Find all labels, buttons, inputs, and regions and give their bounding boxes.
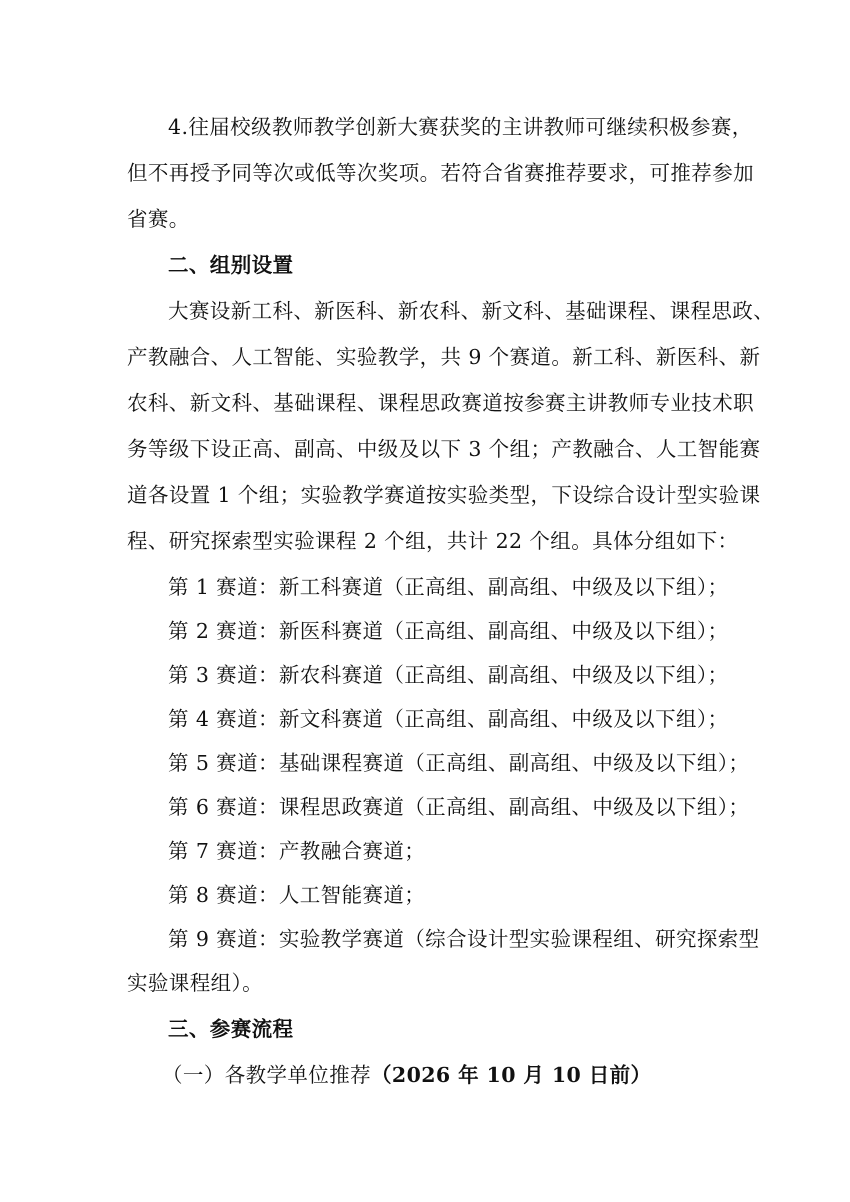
section-heading: 三、参赛流程 — [168, 1017, 294, 1041]
track-item: 第 3 赛道：新农科赛道（正高组、副高组、中级及以下组）； — [168, 663, 729, 687]
paragraph-line: 程、研究探索型实验课程 2 个组，共计 22 个组。具体分组如下： — [127, 529, 739, 553]
track-item: 第 8 赛道：人工智能赛道； — [168, 883, 426, 907]
paragraph-line: 大赛设新工科、新医科、新农科、新文科、基础课程、课程思政、 — [168, 299, 775, 323]
subsection-heading-prefix: （一）各教学单位推荐 — [162, 1063, 371, 1087]
paragraph-line: 产教融合、人工智能、实验教学，共 9 个赛道。新工科、新医科、新 — [127, 345, 761, 369]
paragraph-line: 道各设置 1 个组；实验教学赛道按实验类型，下设综合设计型实验课 — [127, 483, 761, 507]
subsection-heading — [162, 1061, 651, 1089]
paragraph-line: 务等级下设正高、副高、中级及以下 3 个组；产教融合、人工智能赛 — [127, 437, 761, 461]
paragraph-line: 省赛。 — [127, 207, 190, 231]
track-item: 第 4 赛道：新文科赛道（正高组、副高组、中级及以下组）； — [168, 707, 729, 731]
paragraph-line: 农科、新文科、基础课程、课程思政赛道按参赛主讲教师专业技术职 — [127, 391, 754, 415]
track-item: 第 9 赛道：实验教学赛道（综合设计型实验课程组、研究探索型 — [168, 927, 760, 951]
track-item: 第 2 赛道：新医科赛道（正高组、副高组、中级及以下组）； — [168, 619, 729, 643]
track-item: 第 7 赛道：产教融合赛道； — [168, 839, 426, 863]
track-item: 第 1 赛道：新工科赛道（正高组、副高组、中级及以下组）； — [168, 575, 729, 599]
paragraph-line: 4.往届校级教师教学创新大赛获奖的主讲教师可继续积极参赛， — [168, 115, 753, 139]
subsection-heading-date: （2026 年 10 月 10 日前） — [371, 1063, 652, 1087]
track-item: 实验课程组）。 — [127, 971, 264, 995]
track-item: 第 5 赛道：基础课程赛道（正高组、副高组、中级及以下组）； — [168, 751, 750, 775]
section-heading: 二、组别设置 — [168, 253, 294, 277]
track-item: 第 6 赛道：课程思政赛道（正高组、副高组、中级及以下组）； — [168, 795, 750, 819]
paragraph-line: 但不再授予同等次或低等次奖项。若符合省赛推荐要求，可推荐参加 — [127, 161, 754, 185]
